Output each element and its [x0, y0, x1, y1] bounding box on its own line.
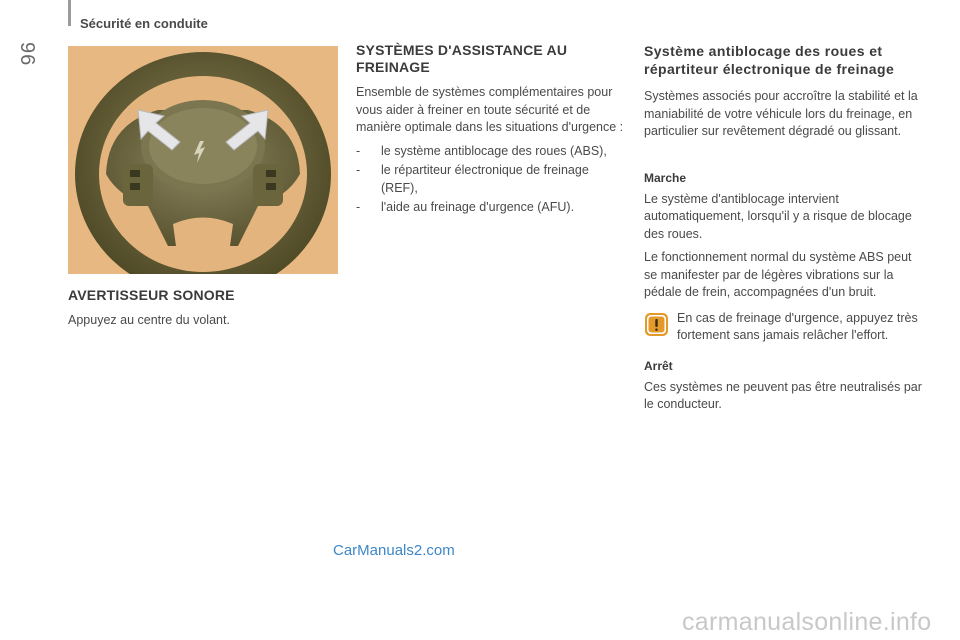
- bullet-dash: -: [356, 200, 361, 214]
- steering-wheel-illustration: [68, 46, 338, 274]
- abs-column: [644, 42, 924, 414]
- watermark-carmanuals2: CarManuals2.com: [333, 542, 455, 559]
- bullet-dash: -: [356, 143, 361, 158]
- list-item: - l'aide au freinage d'urgence (AFU).: [356, 199, 628, 217]
- bullet-dash: -: [356, 163, 361, 177]
- section-title: Sécurité en conduite: [80, 16, 208, 31]
- braking-systems-title-line2: FREINAGE: [356, 59, 430, 75]
- marche-paragraph-1: Le système d'antiblocage intervient automatiquement, lorsqu'il y a risque de blocage des roues.: [644, 191, 912, 241]
- list-item: - le répartiteur électronique de freinage (REF),: [356, 163, 589, 195]
- marche-paragraph-2: Le fonctionnement normal du système ABS peut se manifester par de légères vibrations sur la pédale de frein, accompagnées d'un bruit.: [644, 250, 912, 299]
- warning-icon: [644, 312, 669, 337]
- warning-note: [644, 310, 924, 345]
- watermark-carmanualsonline: carmanualsonline.info: [682, 608, 932, 636]
- braking-systems-title: [356, 42, 628, 76]
- header-accent-bar: [68, 0, 71, 26]
- braking-systems-intro: Ensemble de systèmes complémentaires pour vous aider à freiner en toute sécurité et de manière optimale dans les situations d'urgence :: [356, 85, 624, 134]
- arret-paragraph: Ces systèmes ne peuvent pas être neutralisés par le conducteur.: [644, 379, 922, 411]
- braking-systems-column: [356, 42, 628, 219]
- marche-heading: Marche: [644, 170, 687, 185]
- abs-title: Système antiblocage des roues et répartiteur électronique de freinage: [644, 43, 895, 77]
- abs-description: Systèmes associés pour accroître la stabilité et la maniabilité de votre véhicule lors du freinage, en particulier sur revêtement dégradé ou glissant.: [644, 89, 918, 138]
- braking-systems-list: [356, 143, 628, 217]
- arret-heading: Arrêt: [644, 358, 673, 373]
- steering-wheel-icon: [68, 46, 338, 274]
- braking-systems-title-line1: SYSTÈMES D'ASSISTANCE AU: [356, 42, 568, 58]
- horn-instruction: Appuyez au centre du volant.: [68, 313, 230, 327]
- page-number: 96: [16, 42, 38, 67]
- horn-section-title: AVERTISSEUR SONORE: [68, 287, 235, 303]
- list-item: - le système antiblocage des roues (ABS),: [356, 143, 628, 161]
- warning-text: En cas de freinage d'urgence, appuyez très fortement sans jamais relâcher l'effort.: [677, 310, 918, 342]
